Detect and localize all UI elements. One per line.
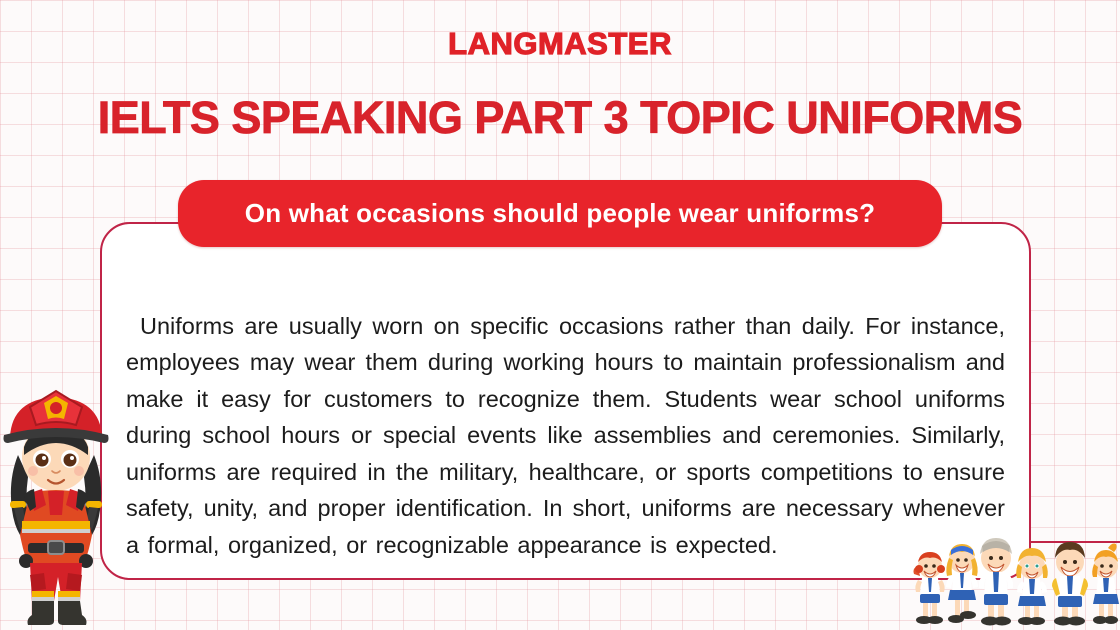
langmaster-logo: LANGMASTER xyxy=(448,26,672,61)
firefighter-girl-illustration xyxy=(0,385,112,630)
kid-brownhair-boy xyxy=(1052,542,1088,626)
pants xyxy=(30,563,82,601)
fire-helmet xyxy=(4,391,109,443)
kid-orangehair-girl xyxy=(1092,544,1119,625)
kid-redhead-girl xyxy=(914,552,946,624)
answer-paragraph: Uniforms are usually worn on specific occasions rather than daily. For instance, employees may wear them during working hours to maintain professionalism and make it easy for customers to recognize them. Students wear school uniforms during school hours or special events like assemblies and ceremonies. Similarly, uniforms are required in the military, healthcare, or sports competitions to ensure safety, unity, and proper identification. In short, uniforms are necessary whenever a formal, organized, or recognizable appearance is expected. xyxy=(126,312,1005,558)
page-title: IELTS SPEAKING PART 3 TOPIC UNIFORMS xyxy=(97,92,1023,143)
kid-beret-boy xyxy=(979,538,1013,626)
school-children-illustration xyxy=(912,536,1120,630)
answer-card xyxy=(100,222,1031,580)
kid-blonde-girl xyxy=(1016,548,1048,625)
question-label: On what occasions should people wear uniforms? xyxy=(244,198,876,228)
kid-blonde-headband-girl xyxy=(946,544,978,623)
question-pill xyxy=(178,180,942,247)
jacket xyxy=(19,489,93,568)
boots xyxy=(28,601,87,625)
